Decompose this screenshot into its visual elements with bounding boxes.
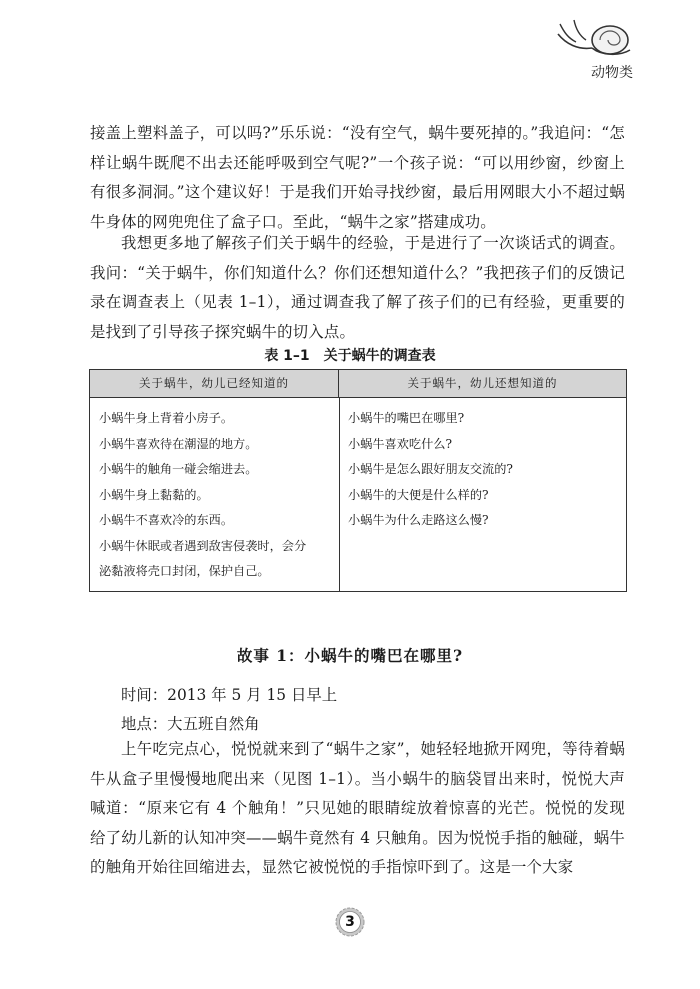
- known-list: [99, 406, 331, 585]
- list-item: 小蜗牛喜欢待在潮湿的地方。: [99, 436, 258, 451]
- table-header-want-to-know: 关于蜗牛，幼儿还想知道的: [339, 370, 626, 398]
- table-caption: 表 1–1 关于蜗牛的调查表: [264, 348, 436, 364]
- list-item: 小蜗牛的嘴巴在哪里?: [348, 411, 465, 425]
- story-paragraph: 上午吃完点心，悦悦就来到了“蜗牛之家”，她轻轻地掀开网兜，等待着蜗牛从盒子里慢慢地爬出来（见图 1–1）。当小蜗牛的脑袋冒出来时，悦悦大声喊道：“原来它有 4 个触角！”只见她的眼睛绽放着惊喜的光芒。悦悦的发现给了幼儿新的认知冲突——蜗牛竟然有 4 只触角。因为悦悦手指的触碰，蜗牛的触角开始往回缩进去，显然它被悦悦的手指惊吓到了。这是一个大家: [90, 740, 625, 876]
- intro-paragraph-1: 接盖上塑料盖子，可以吗?”乐乐说：“没有空气，蜗牛要死掉的。”我追问：“怎样让蜗牛既爬不出去还能呼吸到空气呢?”一个孩子说：“可以用纱窗，纱窗上有很多洞洞。”这个建议好！于是我们开始寻找纱窗，最后用网眼大小不超过蜗牛身体的网兜兜住了盒子口。至此，“蜗牛之家”搭建成功。: [90, 124, 625, 231]
- list-item: 小蜗牛身上背着小房子。: [99, 411, 234, 425]
- survey-table: [89, 369, 627, 592]
- list-item: 小蜗牛休眠或者遇到敌害侵袭时，会分: [99, 538, 307, 553]
- list-item: 小蜗牛不喜欢冷的东西。: [99, 513, 234, 527]
- section-label: 动物类: [591, 65, 633, 81]
- list-item: 小蜗牛的触角一碰会缩进去。: [99, 462, 258, 476]
- list-item: 小蜗牛是怎么跟好朋友交流的?: [348, 462, 513, 476]
- list-item: 泌黏液将壳口封闭，保护自己。: [99, 564, 270, 578]
- table-header-known: 关于蜗牛，幼儿已经知道的: [90, 370, 339, 398]
- story-time: 时间：2013 年 5 月 15 日早上: [121, 686, 338, 704]
- list-item: 小蜗牛的大便是什么样的?: [348, 487, 489, 502]
- page-number: 3: [345, 914, 355, 930]
- want-to-know-list: [348, 406, 618, 534]
- story-title: 故事 1：小蜗牛的嘴巴在哪里?: [236, 646, 464, 665]
- intro-paragraph-2: 我想更多地了解孩子们关于蜗牛的经验，于是进行了一次谈话式的调查。我问：“关于蜗牛，你们知道什么？你们还想知道什么？”我把孩子们的反馈记录在调查表上（见表 1–1），通过调查我了解了孩子们的已有经验，更重要的是找到了引导孩子探究蜗牛的切入点。: [90, 234, 625, 341]
- list-item: 小蜗牛身上黏黏的。: [99, 487, 209, 502]
- story-place: 地点：大五班自然角: [121, 715, 260, 733]
- list-item: 小蜗牛为什么走路这么慢?: [348, 513, 489, 527]
- snail-drawing-icon: [552, 14, 634, 62]
- table-divider: [339, 398, 340, 591]
- list-item: 小蜗牛喜欢吃什么?: [348, 436, 453, 451]
